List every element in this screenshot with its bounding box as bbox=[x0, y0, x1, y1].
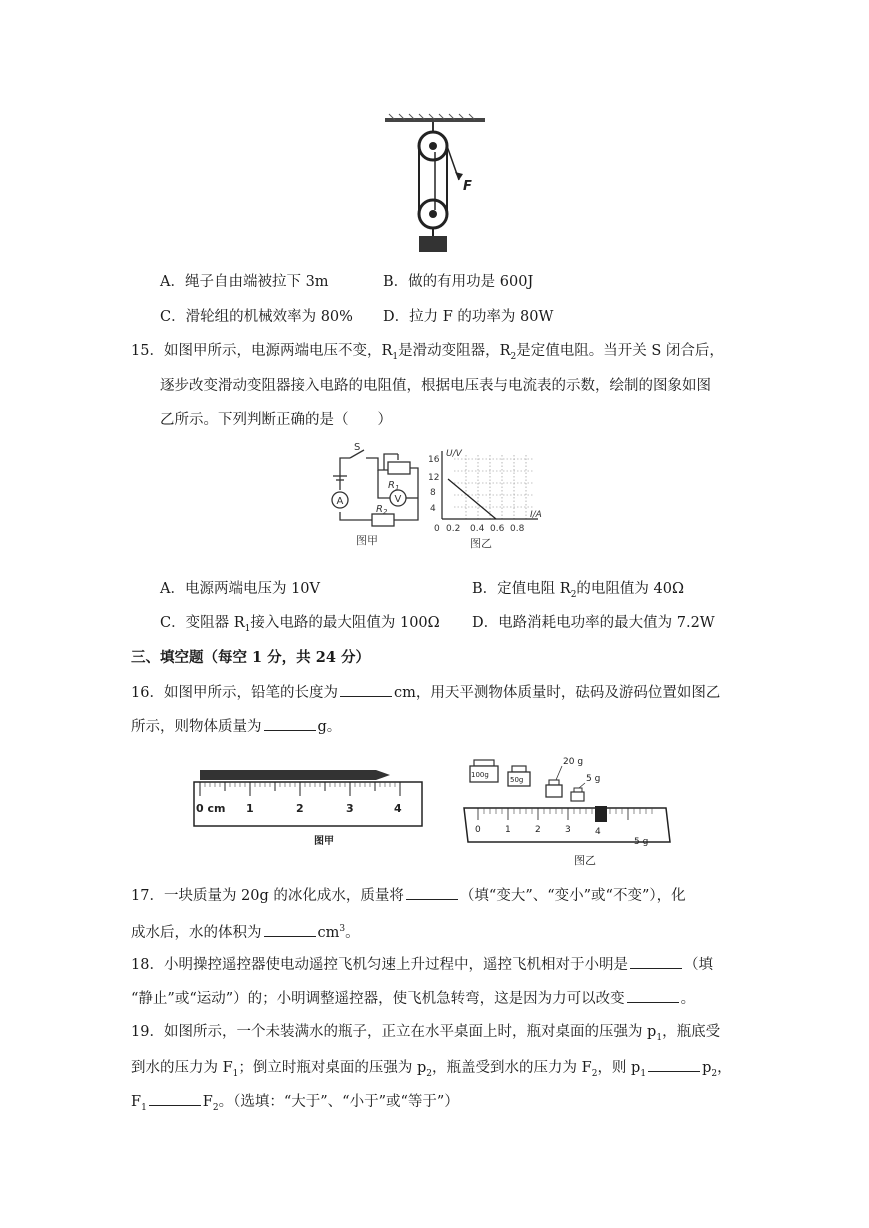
q17-line2: 成水后，水的体积为 $cm^3$。 bbox=[131, 919, 360, 943]
q14-option-d: D．拉力 F 的功率为 80W bbox=[383, 309, 554, 325]
graph-caption: 图乙 bbox=[470, 537, 492, 550]
ruler-tick-0: 0 cm bbox=[196, 802, 226, 815]
circuit-caption: 图甲 bbox=[356, 534, 378, 547]
ruler-tick-3: 3 bbox=[346, 802, 354, 815]
ruler-tick-4: 4 bbox=[394, 802, 402, 815]
ruler-tick-2: 2 bbox=[296, 802, 304, 815]
q15-stem-line1: 15．如图甲所示，电源两端电压不变，$R_1$是滑动变阻器，$R_2$是定值电阻。当开关 S 闭合后， bbox=[131, 343, 724, 362]
q14-option-c: C．滑轮组的机械效率为 80% bbox=[160, 309, 353, 325]
weight-5g: 5 g bbox=[586, 774, 601, 784]
weight-20g: 20 g bbox=[563, 757, 584, 767]
y-tick-16: 16 bbox=[428, 455, 440, 465]
pulley-figure bbox=[375, 112, 495, 262]
q16-line1: 16．如图甲所示，铅笔的长度为 cm，用天平测物体质量时，砝码及游码位置如图乙 bbox=[131, 682, 720, 703]
scale-tick-2: 2 bbox=[535, 825, 541, 835]
q15-option-b: B．定值电阻 $R_2$的电阻值为 40Ω bbox=[472, 581, 685, 600]
scale-tick-0: 0 bbox=[475, 825, 481, 835]
x-tick-0.6: 0.6 bbox=[490, 524, 505, 534]
ruler-caption: 图甲 bbox=[314, 836, 334, 847]
q17-line1: 17．一块质量为 20g 的冰化成水，质量将 （填“变大”、“变小”或“不变”），化 bbox=[131, 885, 686, 906]
scale-tick-3: 3 bbox=[565, 825, 571, 835]
q15-stem-line3: 乙所示。下列判断正确的是（ ） bbox=[160, 412, 392, 428]
q14-option-a: A．绳子自由端被拉下 3m bbox=[160, 274, 329, 290]
q15-stem-line2: 逐步改变滑动变阻器接入电路的电阻值，根据电压表与电流表的示数，绘制的图象如图 bbox=[160, 378, 711, 394]
x-tick-0.2: 0.2 bbox=[446, 524, 461, 534]
q15-option-d: D．电路消耗电功率的最大值为 7.2W bbox=[472, 615, 715, 631]
q18-line2: “静止”或“运动”）的；小明调整遥控器，使飞机急转弯，这是因为力可以改变 。 bbox=[131, 988, 695, 1009]
q19-line2: 到水的压力为 $F_1$；倒立时瓶对桌面的压强为 $p_2$，瓶盖受到水的压力为 $F_2$，则 $p_1$ $p_2$， bbox=[131, 1057, 732, 1084]
switch-label: S bbox=[354, 442, 361, 453]
x-tick-0.8: 0.8 bbox=[510, 524, 525, 534]
scale-tick-4: 4 bbox=[595, 827, 601, 837]
q16-line2: 所示，则物体质量为 g。 bbox=[131, 716, 341, 737]
q19-line1: 19．如图所示，一个未装满水的瓶子，正立在水平桌面上时，瓶对桌面的压强为 $p_1$，瓶底受 bbox=[131, 1024, 721, 1043]
weight-100g: 100g bbox=[471, 771, 489, 779]
force-label: F bbox=[463, 179, 472, 194]
x-tick-0.4: 0.4 bbox=[470, 524, 485, 534]
q19-line3: $F_1$ $F_2$。（选填：“大于”、“小于”或“等于”） bbox=[131, 1091, 459, 1118]
q18-blank-1[interactable] bbox=[630, 954, 682, 969]
weight-50g: 50g bbox=[510, 776, 524, 784]
balance-weights-figure bbox=[458, 752, 678, 870]
q19-blank-1[interactable] bbox=[648, 1057, 700, 1072]
q18-blank-2[interactable] bbox=[627, 988, 679, 1003]
balance-caption: 图乙 bbox=[574, 854, 596, 867]
q18-line1: 18．小明操控遥控器使电动遥控飞机匀速上升过程中，遥控飞机相对于小明是 （填 bbox=[131, 954, 713, 975]
y-axis-label: U/V bbox=[446, 449, 462, 459]
ammeter-label: A bbox=[336, 496, 344, 507]
circuit-diagram bbox=[318, 440, 430, 552]
voltmeter-label: V bbox=[394, 494, 402, 505]
q16-blank-2[interactable] bbox=[264, 716, 316, 731]
q15-option-c: C．变阻器 $R_1$接入电路的最大阻值为 100Ω bbox=[160, 615, 440, 634]
y-tick-8: 8 bbox=[430, 488, 436, 498]
ruler-tick-1: 1 bbox=[246, 802, 254, 815]
r2-label: $R_2$ bbox=[376, 504, 388, 516]
section-3-heading: 三、填空题（每空 1 分，共 24 分） bbox=[131, 649, 370, 666]
y-tick-12: 12 bbox=[428, 473, 440, 483]
scale-tick-5: 5 g bbox=[634, 837, 649, 847]
q14-option-b: B．做的有用功是 600J bbox=[383, 274, 534, 290]
q19-blank-2[interactable] bbox=[149, 1091, 201, 1106]
y-tick-4: 4 bbox=[430, 504, 436, 514]
scale-tick-1: 1 bbox=[505, 825, 511, 835]
q17-blank-1[interactable] bbox=[406, 885, 458, 900]
q15-option-a: A．电源两端电压为 10V bbox=[160, 581, 321, 597]
q16-blank-1[interactable] bbox=[340, 682, 392, 697]
x-axis-label: I/A bbox=[530, 510, 542, 520]
ruler-figure bbox=[190, 762, 430, 850]
q17-blank-2[interactable] bbox=[264, 922, 316, 937]
x-tick-0: 0 bbox=[434, 524, 440, 534]
r1-label: $R_1$ bbox=[388, 480, 400, 492]
ui-graph bbox=[426, 447, 544, 559]
